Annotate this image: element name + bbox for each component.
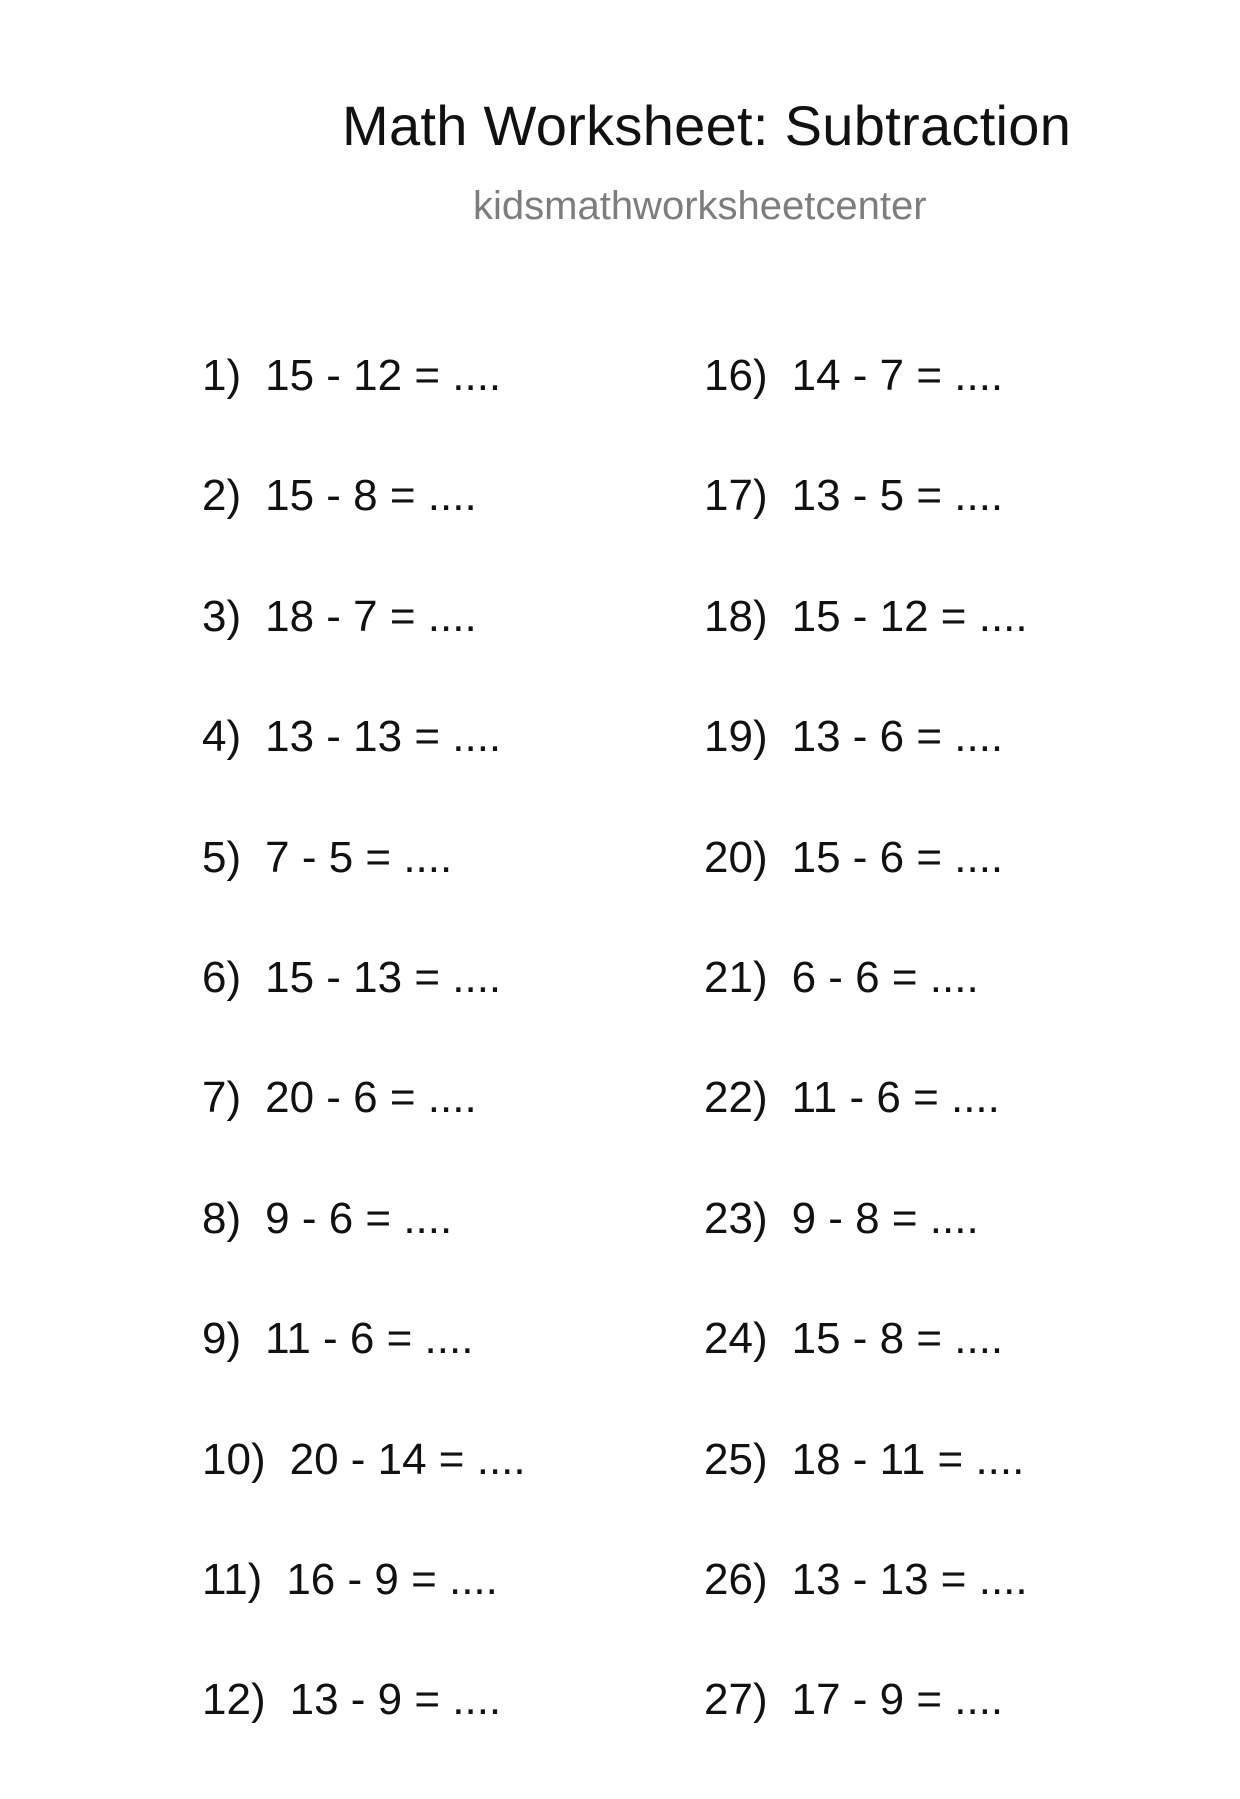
problem-expression: 13 - 5 = .... — [791, 471, 1004, 521]
page-title: Math Worksheet: Subtraction — [342, 94, 1072, 157]
problem-item — [704, 1193, 1144, 1317]
problem-number: 12) — [202, 1675, 266, 1725]
problem-number: 27) — [704, 1675, 768, 1725]
problem-item — [704, 591, 1144, 715]
problem-number: 4) — [202, 712, 242, 762]
problem-number: 19) — [704, 712, 768, 762]
problem-number: 22) — [704, 1073, 768, 1123]
problem-expression: 11 - 6 = .... — [265, 1314, 474, 1364]
problem-expression: 7 - 5 = .... — [265, 832, 453, 882]
problem-number: 2) — [202, 471, 242, 521]
problem-item — [202, 712, 642, 835]
problem-item — [202, 832, 642, 956]
problem-number: 5) — [202, 832, 242, 882]
problem-number: 6) — [202, 952, 242, 1002]
problem-item — [704, 1675, 1144, 1798]
problem-item — [704, 952, 1144, 1076]
problem-number: 20) — [704, 832, 768, 882]
problem-item — [202, 351, 642, 474]
problem-expression: 13 - 13 = .... — [265, 712, 502, 762]
problem-number: 21) — [704, 952, 768, 1002]
problem-expression: 9 - 8 = .... — [791, 1193, 979, 1243]
problem-expression: 18 - 11 = .... — [791, 1434, 1025, 1484]
problem-expression: 9 - 6 = .... — [265, 1193, 453, 1243]
problem-expression: 15 - 8 = .... — [265, 471, 477, 521]
problem-item — [704, 471, 1144, 594]
problem-item — [202, 952, 642, 1076]
problem-expression: 15 - 12 = .... — [265, 351, 502, 400]
problem-number: 25) — [704, 1434, 768, 1484]
problem-expression: 20 - 6 = .... — [265, 1073, 477, 1123]
problem-expression: 16 - 9 = .... — [286, 1554, 498, 1604]
problem-item — [704, 832, 1144, 956]
problem-expression: 13 - 13 = .... — [791, 1554, 1028, 1604]
problem-expression: 20 - 14 = .... — [289, 1434, 526, 1484]
problem-number: 3) — [202, 591, 242, 641]
problem-item — [704, 1554, 1144, 1678]
problem-number: 7) — [202, 1073, 242, 1123]
problem-item — [202, 1554, 642, 1678]
problem-item — [202, 1193, 642, 1317]
page-subtitle: kidsmathworksheetcenter — [473, 184, 927, 228]
problem-number: 23) — [704, 1193, 768, 1243]
problem-expression: 15 - 13 = .... — [265, 952, 502, 1002]
problem-expression: 13 - 6 = .... — [791, 712, 1004, 762]
problem-number: 8) — [202, 1193, 242, 1243]
problem-item — [704, 1073, 1144, 1196]
problem-item — [704, 351, 1144, 474]
problem-number: 24) — [704, 1314, 768, 1364]
problem-expression: 18 - 7 = .... — [265, 591, 477, 641]
problem-expression: 15 - 12 = .... — [791, 591, 1028, 641]
problem-column-left — [202, 351, 642, 1799]
problem-number: 9) — [202, 1314, 242, 1364]
problem-number: 11) — [202, 1554, 263, 1604]
problem-expression: 13 - 9 = .... — [289, 1675, 502, 1725]
problem-item — [704, 1314, 1144, 1437]
problem-expression: 15 - 6 = .... — [791, 832, 1004, 882]
problem-item — [704, 712, 1144, 835]
problem-item — [202, 591, 642, 715]
problem-item — [202, 1073, 642, 1196]
problem-item — [704, 1434, 1144, 1558]
problem-item — [202, 1314, 642, 1437]
problem-expression: 17 - 9 = .... — [791, 1675, 1004, 1725]
problem-number: 16) — [704, 351, 768, 400]
problem-item — [202, 1675, 642, 1798]
problem-number: 10) — [202, 1434, 266, 1484]
problem-number: 26) — [704, 1554, 768, 1604]
problem-column-right — [704, 351, 1144, 1799]
problem-number: 18) — [704, 591, 768, 641]
problem-expression: 14 - 7 = .... — [791, 351, 1004, 400]
problem-number: 1) — [202, 351, 242, 400]
problem-item — [202, 471, 642, 594]
problem-expression: 11 - 6 = .... — [791, 1073, 1000, 1123]
problem-expression: 15 - 8 = .... — [791, 1314, 1004, 1364]
problem-expression: 6 - 6 = .... — [791, 952, 979, 1002]
problem-item — [202, 1434, 642, 1558]
problem-number: 17) — [704, 471, 768, 521]
